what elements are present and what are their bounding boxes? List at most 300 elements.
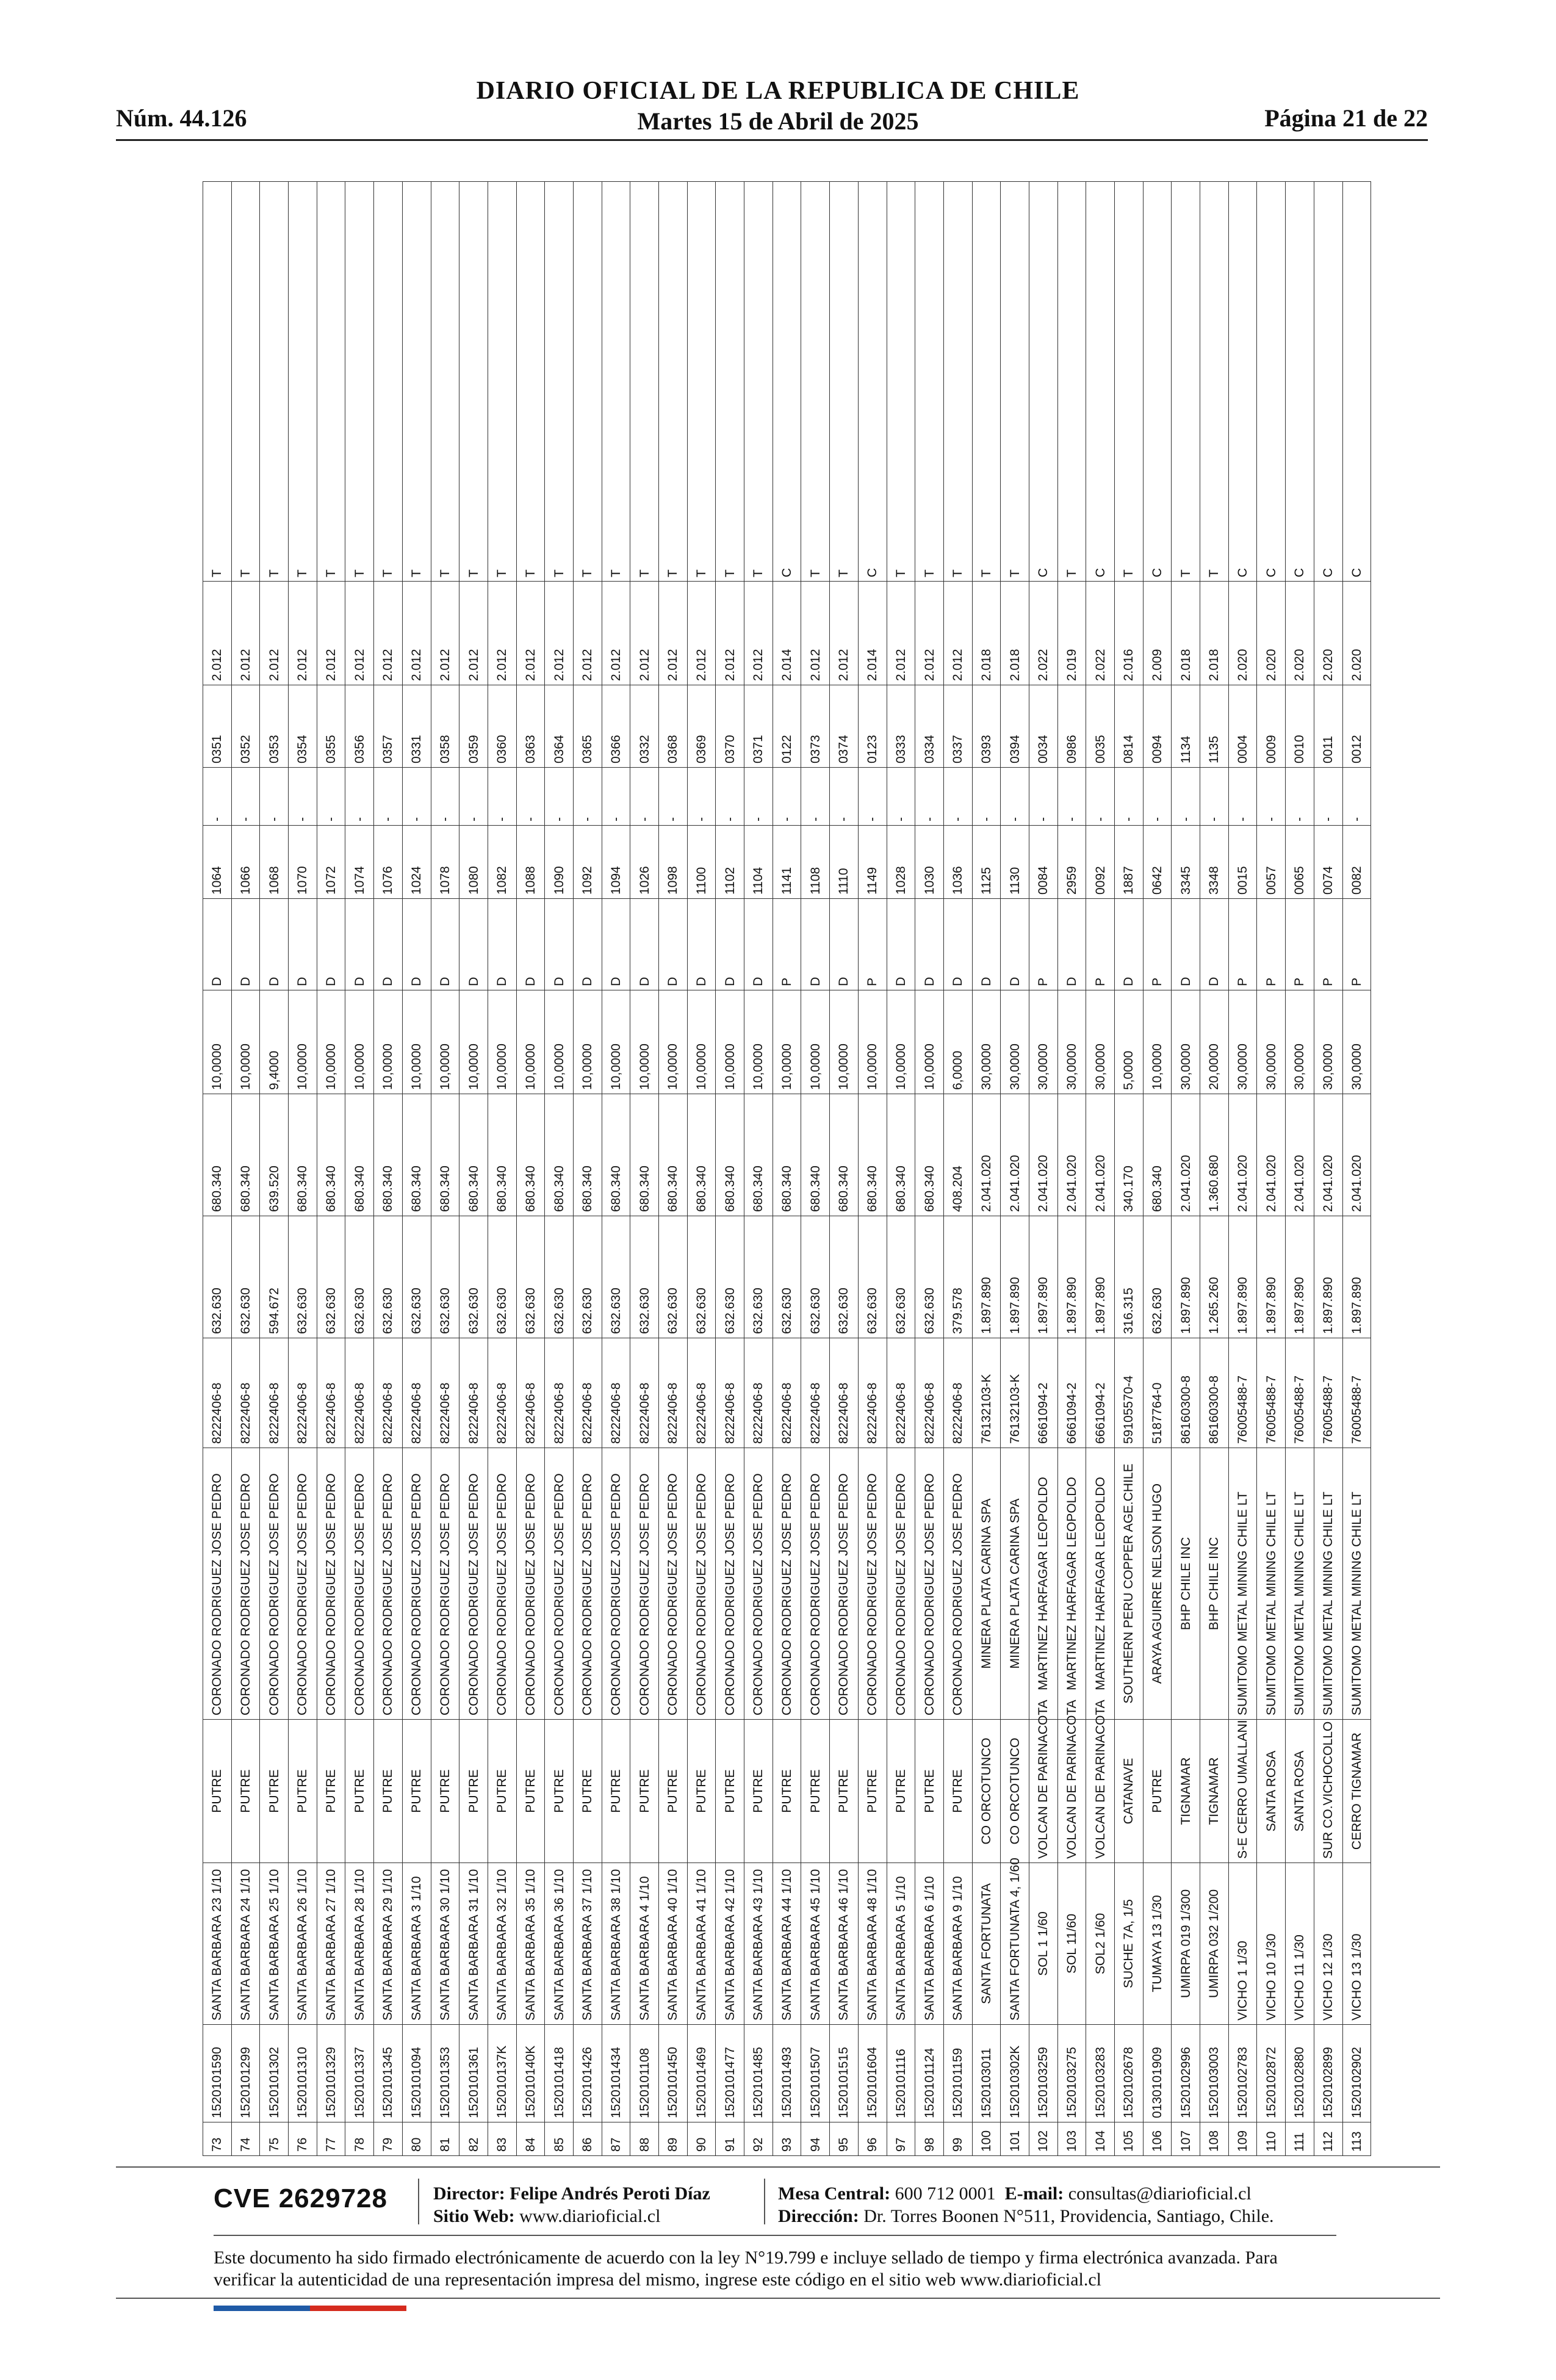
table-cell: BHP CHILE INC [1172,1448,1200,1720]
table-cell: 110 [1257,2122,1286,2156]
table-cell: 1134 [1172,685,1200,768]
table-cell: 1.897.890 [1172,1216,1200,1338]
table-cell: 1.897.890 [1029,1216,1057,1338]
table-row [231,182,260,2156]
table-cell: 76132103-K [1001,1338,1029,1448]
table-cell: 1520102899 [1314,2025,1342,2122]
table-cell: 1064 [203,826,232,899]
table-cell: - [687,768,716,826]
table-cell: 1520103259 [1029,2025,1057,2122]
table-cell: 93 [773,2122,801,2156]
table-cell: 8222406-8 [260,1338,289,1448]
table-cell: SANTA BARBARA 38 1/10 [602,1863,630,2025]
table-cell: SANTA BARBARA 9 1/10 [943,1863,972,2025]
table-cell: - [659,768,688,826]
table-cell: D [1001,899,1029,990]
table-cell: 632.630 [516,1216,545,1338]
table-cell: 1520101345 [374,2025,403,2122]
table-cell: 632.630 [317,1216,345,1338]
table-cell: C [1257,182,1286,582]
table-cell: - [972,768,1001,826]
table-cell: 92 [744,2122,773,2156]
table-cell: 0010 [1286,685,1314,768]
table-cell: 101 [1001,2122,1029,2156]
table-cell: P [1029,899,1057,990]
table-cell: PUTRE [402,1720,431,1863]
table-cell: 75 [260,2122,289,2156]
table-cell: - [573,768,602,826]
table-row [203,182,232,2156]
table-cell: 10,0000 [830,990,859,1094]
table-cell: SANTA BARBARA 41 1/10 [687,1863,716,2025]
table-cell: 1070 [289,826,317,899]
table-cell: PUTRE [887,1720,915,1863]
table-cell: 680.340 [545,1094,574,1216]
table-cell: SANTA BARBARA 46 1/10 [830,1863,859,2025]
table-cell: 632.630 [459,1216,488,1338]
table-cell: - [1172,768,1200,826]
table-cell: D [203,899,232,990]
table-cell: 8222406-8 [374,1338,403,1448]
director-label: Director: [433,2183,505,2204]
table-cell: P [1228,899,1257,990]
table-row [972,182,1001,2156]
table-cell: 1520101493 [773,2025,801,2122]
table-cell: 632.630 [887,1216,915,1338]
table-cell: 1520101124 [915,2025,944,2122]
table-cell: 1520101604 [858,2025,887,2122]
table-cell: 1520101310 [289,2025,317,2122]
table-cell: 59105570-4 [1115,1338,1144,1448]
table-cell: CORONADO RODRIGUEZ JOSE PEDRO [374,1448,403,1720]
table-cell: 594.672 [260,1216,289,1338]
table-cell: 108 [1200,2122,1229,2156]
mesa-label: Mesa Central: [778,2183,891,2204]
table-row [1342,182,1371,2156]
table-cell: CORONADO RODRIGUEZ JOSE PEDRO [545,1448,574,1720]
table-cell: 2.020 [1257,582,1286,685]
table-cell: 0371 [744,685,773,768]
table-cell: C [1314,182,1342,582]
table-cell: 680.340 [659,1094,688,1216]
table-cell: 5187764-0 [1143,1338,1172,1448]
table-cell: 0355 [317,685,345,768]
table-row [830,182,859,2156]
table-cell: 0082 [1342,826,1371,899]
table-cell: SANTA BARBARA 35 1/10 [516,1863,545,2025]
table-cell: 0814 [1115,685,1144,768]
table-cell: - [545,768,574,826]
table-cell: 1887 [1115,826,1144,899]
table-cell: D [943,899,972,990]
table-body [203,182,1371,2156]
table-cell: - [1029,768,1057,826]
table-cell: 680.340 [317,1094,345,1216]
table-cell: MINERA PLATA CARINA SPA [1001,1448,1029,1720]
table-cell: 0009 [1257,685,1286,768]
email-link[interactable]: consultas@diarioficial.cl [1068,2183,1252,2204]
table-cell: D [602,899,630,990]
table-cell: 8222406-8 [887,1338,915,1448]
table-cell: PUTRE [317,1720,345,1863]
table-cell: PUTRE [345,1720,374,1863]
table-cell: C [1029,182,1057,582]
table-cell: 1520102996 [1172,2025,1200,2122]
table-cell: 8222406-8 [801,1338,830,1448]
table-cell: 632.630 [687,1216,716,1338]
table-cell: 2.041.020 [1172,1094,1200,1216]
table-cell: - [431,768,459,826]
table-cell: C [1143,182,1172,582]
table-cell: - [488,768,516,826]
website-link[interactable]: www.diarioficial.cl [519,2206,661,2226]
table-row [716,182,744,2156]
table-cell: 1520101329 [317,2025,345,2122]
table-cell: 1520102783 [1228,2025,1257,2122]
table-cell: 76005488-7 [1342,1338,1371,1448]
table-cell: 1092 [573,826,602,899]
table-cell: 8222406-8 [602,1338,630,1448]
table-cell: 2.012 [545,582,574,685]
table-cell: 30,0000 [1286,990,1314,1094]
table-cell: SANTA BARBARA 24 1/10 [231,1863,260,2025]
table-cell: 100 [972,2122,1001,2156]
table-cell: TIGNAMAR [1172,1720,1200,1863]
footer-separator [764,2179,765,2224]
table-cell: 8222406-8 [915,1338,944,1448]
table-row [1286,182,1314,2156]
table-cell: PUTRE [516,1720,545,1863]
table-cell: SOL 1 1/60 [1029,1863,1057,2025]
table-cell: 1520101337 [345,2025,374,2122]
table-cell: PUTRE [573,1720,602,1863]
table-cell: 10,0000 [716,990,744,1094]
table-cell: 8222406-8 [516,1338,545,1448]
table-cell: SOL2 1/60 [1086,1863,1115,2025]
table-cell: 8222406-8 [345,1338,374,1448]
table-cell: CORONADO RODRIGUEZ JOSE PEDRO [516,1448,545,1720]
table-cell: SANTA BARBARA 4 1/10 [630,1863,659,2025]
table-cell: T [431,182,459,582]
table-cell: 76005488-7 [1314,1338,1342,1448]
table-cell: 680.340 [687,1094,716,1216]
table-cell: 1.897.890 [1001,1216,1029,1338]
table-cell: 8222406-8 [830,1338,859,1448]
table-cell: - [1115,768,1144,826]
table-cell: 1149 [858,826,887,899]
table-cell: D [260,899,289,990]
table-cell: T [744,182,773,582]
table-row [943,182,972,2156]
table-cell: 2.014 [773,582,801,685]
table-cell: CORONADO RODRIGUEZ JOSE PEDRO [858,1448,887,1720]
table-cell: SANTA BARBARA 6 1/10 [915,1863,944,2025]
table-cell: 340.170 [1115,1094,1144,1216]
table-cell: 680.340 [231,1094,260,1216]
flag-stripe-red [310,2306,406,2311]
table-cell: 2.012 [943,582,972,685]
table-cell: - [374,768,403,826]
table-cell: 0374 [830,685,859,768]
table-cell: 2.018 [1001,582,1029,685]
table-row [516,182,545,2156]
table-cell: 30,0000 [1029,990,1057,1094]
table-cell: 1520101302 [260,2025,289,2122]
table-cell: PUTRE [801,1720,830,1863]
table-cell: 632.630 [345,1216,374,1338]
table-cell: T [659,182,688,582]
table-cell: 5,0000 [1115,990,1144,1094]
table-cell: 0123 [858,685,887,768]
table-cell: CORONADO RODRIGUEZ JOSE PEDRO [488,1448,516,1720]
table-cell: 80 [402,2122,431,2156]
table-cell: T [402,182,431,582]
table-cell: 1098 [659,826,688,899]
table-cell: 2.012 [345,582,374,685]
table-cell: 1520101469 [687,2025,716,2122]
table-cell: PUTRE [830,1720,859,1863]
table-cell: 0368 [659,685,688,768]
table-cell: 8222406-8 [687,1338,716,1448]
table-cell: PUTRE [459,1720,488,1863]
table-cell: - [231,768,260,826]
table-cell: 1.360.680 [1200,1094,1229,1216]
table-cell: 2.012 [516,582,545,685]
table-cell: 2.014 [858,582,887,685]
table-cell: 632.630 [1143,1216,1172,1338]
table-cell: 99 [943,2122,972,2156]
table-cell: 6661094-2 [1086,1338,1115,1448]
table-cell: 95 [830,2122,859,2156]
email-label: E-mail: [1004,2183,1064,2204]
table-cell: SANTA BARBARA 5 1/10 [887,1863,915,2025]
table-cell: UMIRPA 032 1/200 [1200,1863,1229,2025]
table-cell: P [773,899,801,990]
table-cell: 2.012 [687,582,716,685]
table-cell: 0366 [602,685,630,768]
table-cell: 8222406-8 [231,1338,260,1448]
table-cell: 2.012 [801,582,830,685]
table-cell: 0370 [716,685,744,768]
table-cell: - [317,768,345,826]
table-cell: 30,0000 [1057,990,1086,1094]
table-cell: 1030 [915,826,944,899]
table-cell: SANTA BARBARA 48 1/10 [858,1863,887,2025]
table-cell: 680.340 [915,1094,944,1216]
table-row [744,182,773,2156]
table-cell: D [744,899,773,990]
table-cell: 8222406-8 [630,1338,659,1448]
table-cell: 2.012 [402,582,431,685]
table-cell: CORONADO RODRIGUEZ JOSE PEDRO [289,1448,317,1720]
table-cell: T [459,182,488,582]
table-cell: 20,0000 [1200,990,1229,1094]
mining-concessions-table [203,181,1371,2156]
table-cell: - [858,768,887,826]
table-cell: CORONADO RODRIGUEZ JOSE PEDRO [630,1448,659,1720]
table-cell: D [1115,899,1144,990]
table-cell: P [1286,899,1314,990]
table-cell: - [1001,768,1029,826]
table-cell: 107 [1172,2122,1200,2156]
table-cell: 10,0000 [687,990,716,1094]
table-cell: 1520101094 [402,2025,431,2122]
table-cell: 1080 [459,826,488,899]
cve-code: CVE 2629728 [214,2183,387,2213]
table-cell: D [716,899,744,990]
table-cell: 1104 [744,826,773,899]
table-cell: CORONADO RODRIGUEZ JOSE PEDRO [773,1448,801,1720]
table-cell: 0337 [943,685,972,768]
table-cell: 1520101507 [801,2025,830,2122]
table-cell: 8222406-8 [943,1338,972,1448]
table-cell: - [1286,768,1314,826]
table-cell: 0369 [687,685,716,768]
table-cell: - [459,768,488,826]
table-cell: SOL 11/60 [1057,1863,1086,2025]
table-row [1115,182,1144,2156]
table-cell: 632.630 [659,1216,688,1338]
table-cell: 2.012 [459,582,488,685]
footer-mid-divider [214,2235,1336,2236]
table-row [1086,182,1115,2156]
table-row [459,182,488,2156]
table-cell: 2.012 [203,582,232,685]
table-cell: 1130 [1001,826,1029,899]
table-cell: D [1172,899,1200,990]
table-cell: 10,0000 [744,990,773,1094]
table-cell: 1066 [231,826,260,899]
table-row [1057,182,1086,2156]
table-cell: D [972,899,1001,990]
table-cell: 632.630 [630,1216,659,1338]
table-cell: 680.340 [573,1094,602,1216]
table-cell: 2.012 [431,582,459,685]
table-cell: CORONADO RODRIGUEZ JOSE PEDRO [402,1448,431,1720]
table-cell: 1028 [887,826,915,899]
table-cell: T [374,182,403,582]
table-cell: 1520101515 [830,2025,859,2122]
table-row [260,182,289,2156]
table-cell: 1520101299 [231,2025,260,2122]
table-cell: 632.630 [716,1216,744,1338]
table-cell: 3348 [1200,826,1229,899]
table-cell: - [1342,768,1371,826]
table-cell: 0065 [1286,826,1314,899]
table-cell: PUTRE [858,1720,887,1863]
table-cell: D [545,899,574,990]
table-cell: VOLCAN DE PARINACOTA [1029,1720,1057,1863]
table-cell: 680.340 [744,1094,773,1216]
table-cell: SANTA BARBARA 31 1/10 [459,1863,488,2025]
table-cell: 632.630 [374,1216,403,1338]
rotated-table [203,182,1364,2156]
table-cell: 3345 [1172,826,1200,899]
table-row [317,182,345,2156]
table-cell: T [630,182,659,582]
table-cell: 113 [1342,2122,1371,2156]
table-cell: 30,0000 [1001,990,1029,1094]
table-cell: 0364 [545,685,574,768]
table-cell: PUTRE [431,1720,459,1863]
table-cell: 1074 [345,826,374,899]
table-cell: 680.340 [630,1094,659,1216]
table-cell: PUTRE [488,1720,516,1863]
table-cell: - [1086,768,1115,826]
table-cell: D [431,899,459,990]
table-cell: - [1143,768,1172,826]
table-cell: - [630,768,659,826]
table-cell: 408.204 [943,1094,972,1216]
table-cell: 10,0000 [374,990,403,1094]
table-cell: D [488,899,516,990]
table-cell: SANTA BARBARA 29 1/10 [374,1863,403,2025]
table-cell: 632.630 [289,1216,317,1338]
table-cell: D [887,899,915,990]
table-cell: MARTINEZ HARFAGAR LEOPOLDO [1057,1448,1086,1720]
table-cell: 1520101418 [545,2025,574,2122]
table-cell: - [716,768,744,826]
table-cell: SANTA BARBARA 36 1/10 [545,1863,574,2025]
table-cell: 1.897.890 [972,1216,1001,1338]
table-cell: 1036 [943,826,972,899]
mesa-phone: 600 712 0001 [895,2183,996,2204]
table-cell: 106 [1143,2122,1172,2156]
table-cell: CORONADO RODRIGUEZ JOSE PEDRO [744,1448,773,1720]
table-cell: D [402,899,431,990]
table-cell: 0333 [887,685,915,768]
table-row [1314,182,1342,2156]
table-cell: 632.630 [231,1216,260,1338]
table-cell: VICHO 10 1/30 [1257,1863,1286,2025]
table-cell: 79 [374,2122,403,2156]
table-cell: T [1172,182,1200,582]
table-cell: - [1200,768,1229,826]
table-cell: 2959 [1057,826,1086,899]
table-cell: D [687,899,716,990]
table-cell: - [915,768,944,826]
table-cell: 639.520 [260,1094,289,1216]
table-cell: T [915,182,944,582]
table-cell: 0015 [1228,826,1257,899]
table-row [602,182,630,2156]
table-cell: 10,0000 [659,990,688,1094]
table-row [801,182,830,2156]
table-cell: - [289,768,317,826]
table-cell: 1094 [602,826,630,899]
table-cell: T [801,182,830,582]
table-cell: 1520103003 [1200,2025,1229,2122]
footer-separator [418,2179,419,2224]
table-cell: 680.340 [716,1094,744,1216]
table-cell: MARTINEZ HARFAGAR LEOPOLDO [1086,1448,1115,1720]
director-name: Felipe Andrés Peroti Díaz [510,2183,710,2204]
table-cell: 1082 [488,826,516,899]
table-cell: 2.018 [1200,582,1229,685]
table-cell: D [915,899,944,990]
table-cell: 1.897.890 [1314,1216,1342,1338]
address-label: Dirección: [778,2206,859,2226]
table-cell: CO ORCOTUNCO [1001,1720,1029,1863]
table-cell: 76132103-K [972,1338,1001,1448]
table-cell: P [1257,899,1286,990]
table-cell: 1520102880 [1286,2025,1314,2122]
table-cell: PUTRE [203,1720,232,1863]
table-cell: C [858,182,887,582]
table-cell: 680.340 [203,1094,232,1216]
table-cell: ARAYA AGUIRRE NELSON HUGO [1143,1448,1172,1720]
table-cell: 379.578 [943,1216,972,1338]
